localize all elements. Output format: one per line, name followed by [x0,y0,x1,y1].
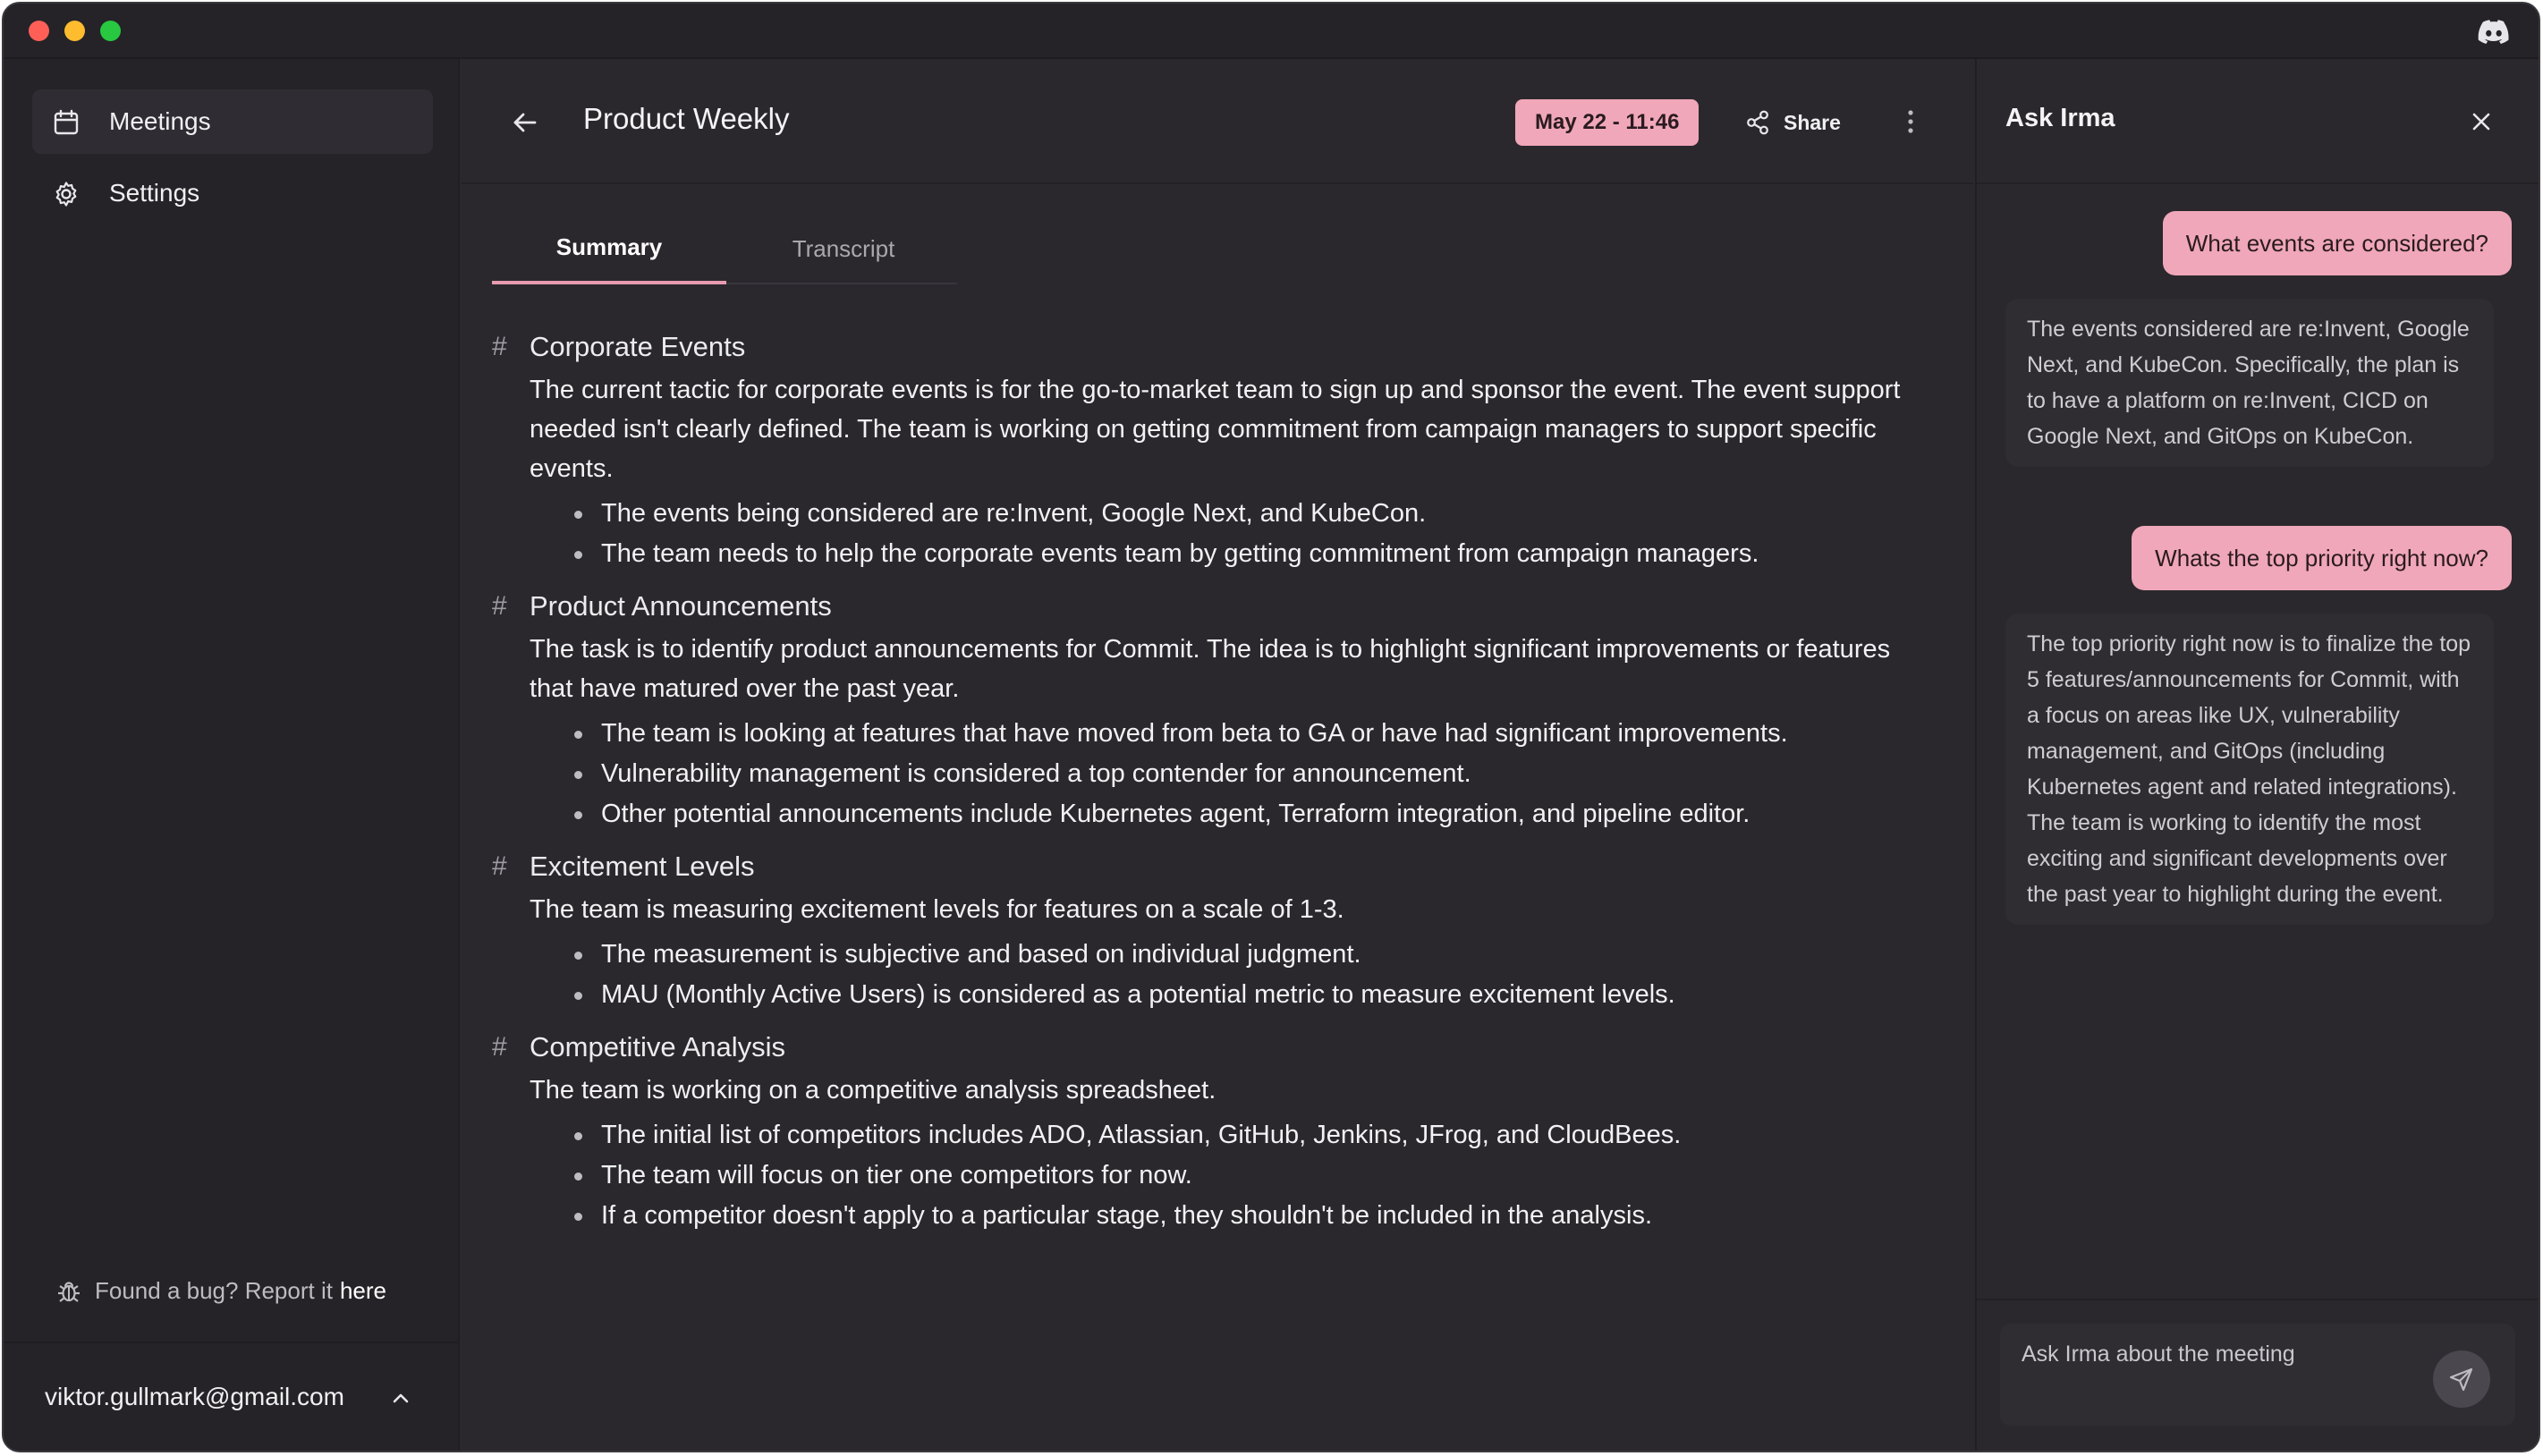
bug-report [55,1277,386,1305]
summary-content [492,327,1923,1249]
section-body: The current tactic for corporate events is for the go-to-market team to sign up and sponsor the event. The event support needed isn't clearly defined. The team is working on getting commitment from campaign managers to support specific events. [530,376,1901,483]
section-bullets [492,494,1923,574]
chat-input-placeholder: Ask Irma about the meeting [2022,1342,2295,1367]
tab-transcript[interactable]: Transcript [792,234,895,262]
section-heading [492,847,1923,886]
sidebar-item-label: Settings [109,179,200,207]
section-body: The team is working on a competitive analysis spreadsheet. [530,1076,1216,1105]
share-label: Share [1784,110,1841,134]
tab-summary[interactable]: Summary [492,213,726,284]
page-title: Product Weekly [583,102,790,135]
ask-irma-panel [1975,59,2539,1451]
user-message: What events are considered? [2163,211,2512,275]
user-email: viktor.gullmark@gmail.com [45,1383,344,1410]
bug-report-text: Found a bug? Report it [95,1277,333,1304]
list-item: Vulnerability management is considered a top contender for announcement. [565,754,1923,794]
send-button[interactable] [2433,1350,2490,1408]
user-menu[interactable] [4,1342,458,1451]
list-item: The measurement is subjective and based on individual judgment. [565,935,1923,975]
sidebar-item-label: Meetings [109,107,211,135]
hash-icon: # [492,851,507,881]
section-bullets [492,935,1923,1015]
section-heading-text: Excitement Levels [530,851,755,882]
panel-title: Ask Irma [2005,104,2115,132]
list-item: If a competitor doesn't apply to a particular stage, they shouldn't be included in the analysis. [565,1196,1923,1236]
section-body: The team is measuring excitement levels for features on a scale of 1-3. [530,895,1344,924]
share-icon [1744,109,1771,136]
summary-section [492,587,1923,834]
list-item: The team is looking at features that have moved from beta to GA or have had significant improvements. [565,714,1923,754]
list-item: The team needs to help the corporate events team by getting commitment from campaign managers. [565,534,1923,574]
send-icon [2447,1365,2476,1393]
bug-icon [55,1278,82,1305]
section-heading [492,327,1923,367]
back-arrow-icon[interactable] [510,107,540,138]
section-heading-text: Competitive Analysis [530,1031,786,1062]
title-bar [4,4,2539,59]
panel-header [1977,59,2539,184]
list-item: The events being considered are re:Invent, Google Next, and KubeCon. [565,494,1923,534]
list-item: The team will focus on tier one competitors for now. [565,1155,1923,1196]
section-heading-text: Product Announcements [530,590,832,622]
gear-icon [52,180,81,208]
section-heading-text: Corporate Events [530,331,746,362]
chat-input[interactable] [2000,1324,2515,1426]
chat-input-area [1977,1299,2539,1451]
summary-section [492,327,1923,574]
section-bullets [492,1115,1923,1236]
share-button[interactable] [1744,102,1841,143]
section-bullets [492,714,1923,834]
section-body: The task is to identify product announcements for Commit. The idea is to highlight significant improvements or features that have matured over the past year. [530,635,1891,703]
app-window [2,2,2540,1452]
hash-icon: # [492,1032,507,1062]
hash-icon: # [492,591,507,621]
summary-section [492,1028,1923,1236]
summary-section [492,847,1923,1015]
sidebar-item-meetings[interactable] [32,89,433,154]
sidebar [4,59,460,1451]
chevron-up-icon[interactable] [390,1388,411,1409]
sidebar-item-settings[interactable] [32,161,433,225]
meeting-header [462,59,1973,184]
list-item: Other potential announcements include Kubernetes agent, Terraform integration, and pipeline editor. [565,794,1923,834]
bug-report-link[interactable]: here [339,1277,387,1304]
section-heading [492,587,1923,626]
discord-icon[interactable] [2478,18,2510,45]
maximize-window-button[interactable] [100,21,121,41]
list-item: MAU (Monthly Active Users) is considered as a potential metric to measure excitement levels. [565,975,1923,1015]
meeting-main [462,59,1973,1451]
close-icon[interactable] [2471,111,2492,132]
hash-icon: # [492,332,507,361]
minimize-window-button[interactable] [64,21,85,41]
calendar-icon [52,108,81,137]
assistant-message: The events considered are re:Invent, Google Next, and KubeCon. Specifically, the plan is to have a platform on re:Invent, CICD on Google Next, and GitOps on KubeCon. [2005,299,2494,467]
user-message: Whats the top priority right now? [2132,526,2512,590]
section-heading [492,1028,1923,1067]
meeting-date-badge: May 22 - 11:46 [1515,99,1699,146]
more-options-icon[interactable] [1905,107,1916,136]
close-window-button[interactable] [29,21,49,41]
tab-bar [492,213,957,284]
assistant-message: The top priority right now is to finalize the top 5 features/announcements for Commit, with a focus on areas like UX, vulnerability management, and GitOps (including Kubernetes agent and related integrations). The team is working to identify the most exciting and significant developments over the past year to highlight during the event. [2005,614,2494,925]
list-item: The initial list of competitors includes ADO, Atlassian, GitHub, Jenkins, JFrog, and CloudBees. [565,1115,1923,1155]
